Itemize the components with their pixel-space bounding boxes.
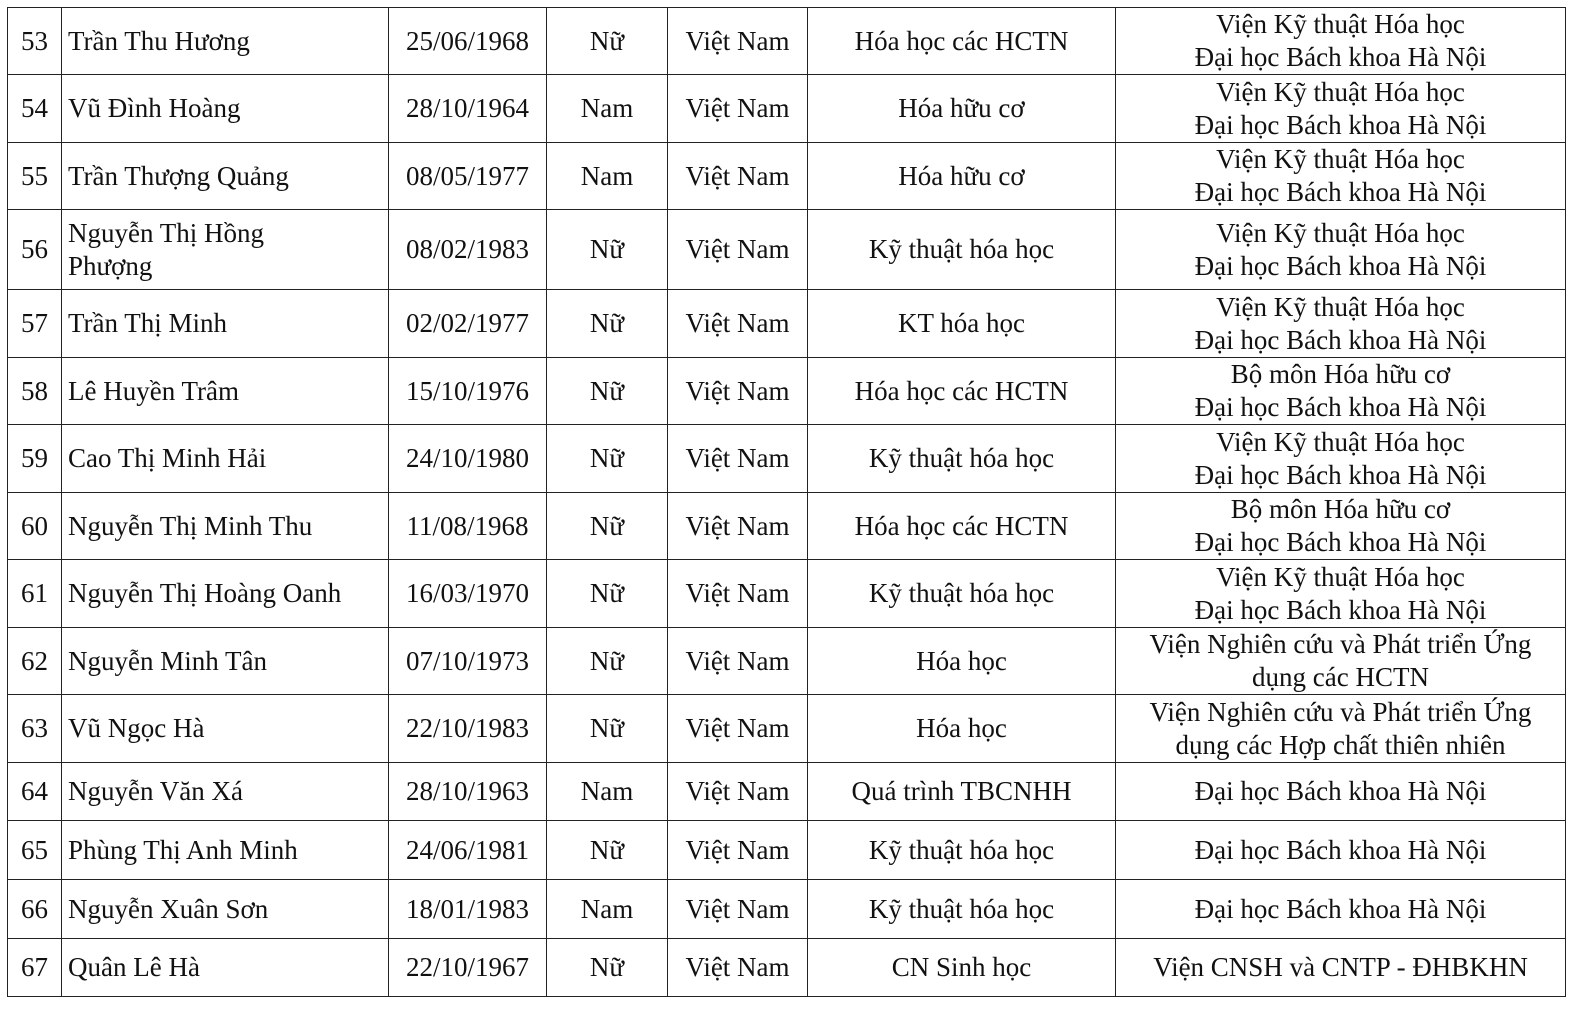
nationality-cell: Việt Nam — [668, 628, 808, 695]
organization-cell-line: Viện Kỹ thuật Hóa học — [1216, 217, 1465, 248]
name-cell — [62, 695, 389, 763]
name-cell — [62, 210, 389, 290]
major-cell: KT hóa học — [808, 290, 1116, 358]
organization-cell-line: Viện Kỹ thuật Hóa học — [1216, 426, 1465, 457]
name-cell-line: Cao Thị Minh Hải — [68, 443, 267, 473]
dob-cell: 16/03/1970 — [389, 560, 547, 628]
major-cell: Quá trình TBCNHH — [808, 763, 1116, 821]
major-cell: Hóa hữu cơ — [808, 143, 1116, 210]
organization-cell — [1116, 210, 1566, 290]
name-cell — [62, 628, 389, 695]
organization-cell-line: dụng các HCTN — [1252, 662, 1429, 692]
major-cell: Kỹ thuật hóa học — [808, 560, 1116, 628]
name-cell — [62, 821, 389, 880]
personnel-table — [7, 7, 1566, 997]
organization-cell-line: Viện Kỹ thuật Hóa học — [1216, 9, 1465, 39]
nationality-cell: Việt Nam — [668, 493, 808, 560]
organization-cell — [1116, 425, 1566, 493]
organization-cell-line: Bộ môn Hóa hữu cơ — [1230, 494, 1451, 524]
stt-cell: 67 — [8, 939, 62, 997]
organization-cell-line: Đại học Bách khoa Hà Nội — [1194, 177, 1487, 207]
name-cell-line: Nguyễn Văn Xá — [68, 776, 243, 806]
name-cell-line: Quân Lê Hà — [68, 952, 200, 982]
name-cell — [62, 290, 389, 358]
sex-cell: Nữ — [547, 358, 668, 425]
stt-cell: 60 — [8, 493, 62, 560]
organization-cell-line: Viện Nghiên cứu và Phát triển Ứng — [1149, 696, 1532, 727]
name-cell — [62, 880, 389, 939]
name-cell-line: Vũ Đình Hoàng — [68, 93, 241, 123]
nationality-cell: Việt Nam — [668, 210, 808, 290]
nationality-cell: Việt Nam — [668, 763, 808, 821]
table-row — [8, 75, 1566, 143]
nationality-cell: Việt Nam — [668, 290, 808, 358]
name-cell-line: Nguyễn Thị Hồng — [68, 217, 264, 248]
stt-cell: 61 — [8, 560, 62, 628]
stt-cell: 56 — [8, 210, 62, 290]
organization-cell-line: Đại học Bách khoa Hà Nội — [1194, 109, 1487, 140]
dob-cell: 28/10/1964 — [389, 75, 547, 143]
sex-cell: Nữ — [547, 695, 668, 763]
sex-cell: Nữ — [547, 560, 668, 628]
sex-cell: Nữ — [547, 8, 668, 75]
nationality-cell: Việt Nam — [668, 143, 808, 210]
name-cell — [62, 560, 389, 628]
stt-cell: 63 — [8, 695, 62, 763]
table-row — [8, 880, 1566, 939]
dob-cell: 11/08/1968 — [389, 493, 547, 560]
name-cell — [62, 493, 389, 560]
organization-cell — [1116, 695, 1566, 763]
dob-cell: 18/01/1983 — [389, 880, 547, 939]
name-cell — [62, 143, 389, 210]
table-row — [8, 493, 1566, 560]
organization-cell-line: Viện Nghiên cứu và Phát triển Ứng — [1149, 629, 1532, 659]
dob-cell: 15/10/1976 — [389, 358, 547, 425]
name-cell — [62, 75, 389, 143]
name-cell-line: Nguyễn Thị Minh Thu — [68, 510, 313, 541]
name-cell-line: Nguyễn Minh Tân — [68, 645, 267, 676]
table-row — [8, 358, 1566, 425]
major-cell: Hóa học các HCTN — [808, 8, 1116, 75]
stt-cell: 66 — [8, 880, 62, 939]
organization-cell-line: Đại học Bách khoa Hà Nội — [1194, 893, 1487, 924]
major-cell: Hóa học — [808, 628, 1116, 695]
stt-cell: 55 — [8, 143, 62, 210]
major-cell: Kỹ thuật hóa học — [808, 880, 1116, 939]
stt-cell: 62 — [8, 628, 62, 695]
dob-cell: 28/10/1963 — [389, 763, 547, 821]
name-cell — [62, 358, 389, 425]
dob-cell: 24/06/1981 — [389, 821, 547, 880]
major-cell: Hóa học các HCTN — [808, 493, 1116, 560]
organization-cell-line: Đại học Bách khoa Hà Nội — [1194, 459, 1487, 490]
name-cell-line: Vũ Ngọc Hà — [68, 713, 205, 743]
nationality-cell: Việt Nam — [668, 358, 808, 425]
organization-cell-line: Viện Kỹ thuật Hóa học — [1216, 144, 1465, 174]
table-row — [8, 143, 1566, 210]
table-row — [8, 560, 1566, 628]
nationality-cell: Việt Nam — [668, 8, 808, 75]
dob-cell: 25/06/1968 — [389, 8, 547, 75]
sex-cell: Nữ — [547, 290, 668, 358]
name-cell-line: Trần Thị Minh — [68, 308, 228, 338]
nationality-cell: Việt Nam — [668, 695, 808, 763]
organization-cell — [1116, 939, 1566, 997]
stt-cell: 59 — [8, 425, 62, 493]
organization-cell — [1116, 763, 1566, 821]
organization-cell-line: Đại học Bách khoa Hà Nội — [1194, 250, 1487, 281]
organization-cell — [1116, 75, 1566, 143]
organization-cell-line: Đại học Bách khoa Hà Nội — [1194, 527, 1487, 557]
name-cell-line: Phượng — [68, 250, 153, 281]
sex-cell: Nữ — [547, 210, 668, 290]
dob-cell: 22/10/1967 — [389, 939, 547, 997]
name-cell-line: Nguyễn Thị Hoàng Oanh — [68, 578, 342, 608]
major-cell: Kỹ thuật hóa học — [808, 425, 1116, 493]
major-cell: Hóa học — [808, 695, 1116, 763]
name-cell — [62, 425, 389, 493]
name-cell-line: Trần Thu Hương — [68, 25, 250, 56]
organization-cell — [1116, 493, 1566, 560]
table-row — [8, 8, 1566, 75]
sex-cell: Nữ — [547, 425, 668, 493]
name-cell-line: Nguyễn Xuân Sơn — [68, 893, 269, 924]
organization-cell-line: Đại học Bách khoa Hà Nội — [1194, 42, 1487, 72]
organization-cell-line: Đại học Bách khoa Hà Nội — [1194, 776, 1487, 806]
sex-cell: Nam — [547, 763, 668, 821]
dob-cell: 22/10/1983 — [389, 695, 547, 763]
organization-cell-line: Viện CNSH và CNTP - ĐHBKHN — [1153, 952, 1528, 982]
stt-cell: 65 — [8, 821, 62, 880]
dob-cell: 07/10/1973 — [389, 628, 547, 695]
name-cell — [62, 8, 389, 75]
organization-cell — [1116, 8, 1566, 75]
organization-cell — [1116, 628, 1566, 695]
nationality-cell: Việt Nam — [668, 821, 808, 880]
organization-cell-line: Bộ môn Hóa hữu cơ — [1230, 359, 1451, 389]
name-cell-line: Trần Thượng Quảng — [68, 160, 289, 191]
organization-cell-line: Viện Kỹ thuật Hóa học — [1216, 561, 1465, 592]
nationality-cell: Việt Nam — [668, 939, 808, 997]
organization-cell — [1116, 560, 1566, 628]
organization-cell-line: Viện Kỹ thuật Hóa học — [1216, 76, 1465, 107]
organization-cell-line: dụng các Hợp chất thiên nhiên — [1175, 729, 1506, 760]
dob-cell: 08/05/1977 — [389, 143, 547, 210]
major-cell: CN Sinh học — [808, 939, 1116, 997]
organization-cell-line: Đại học Bách khoa Hà Nội — [1194, 594, 1487, 625]
name-cell — [62, 939, 389, 997]
major-cell: Kỹ thuật hóa học — [808, 210, 1116, 290]
table-row — [8, 939, 1566, 997]
major-cell: Hóa học các HCTN — [808, 358, 1116, 425]
name-cell — [62, 763, 389, 821]
sex-cell: Nữ — [547, 628, 668, 695]
stt-cell: 54 — [8, 75, 62, 143]
table-row — [8, 290, 1566, 358]
organization-cell — [1116, 358, 1566, 425]
dob-cell: 24/10/1980 — [389, 425, 547, 493]
table-body — [8, 8, 1566, 997]
nationality-cell: Việt Nam — [668, 75, 808, 143]
organization-cell — [1116, 290, 1566, 358]
name-cell-line: Lê Huyền Trâm — [68, 375, 239, 406]
dob-cell: 02/02/1977 — [389, 290, 547, 358]
name-cell-line: Phùng Thị Anh Minh — [68, 834, 298, 865]
table-row — [8, 763, 1566, 821]
nationality-cell: Việt Nam — [668, 880, 808, 939]
organization-cell — [1116, 143, 1566, 210]
nationality-cell: Việt Nam — [668, 560, 808, 628]
sex-cell: Nữ — [547, 939, 668, 997]
nationality-cell: Việt Nam — [668, 425, 808, 493]
table-row — [8, 425, 1566, 493]
organization-cell — [1116, 880, 1566, 939]
major-cell: Hóa hữu cơ — [808, 75, 1116, 143]
sex-cell: Nam — [547, 143, 668, 210]
table-row — [8, 210, 1566, 290]
sex-cell: Nam — [547, 75, 668, 143]
table-row — [8, 628, 1566, 695]
organization-cell — [1116, 821, 1566, 880]
sex-cell: Nữ — [547, 493, 668, 560]
stt-cell: 58 — [8, 358, 62, 425]
organization-cell-line: Đại học Bách khoa Hà Nội — [1194, 324, 1487, 355]
sex-cell: Nữ — [547, 821, 668, 880]
sex-cell: Nam — [547, 880, 668, 939]
table-row — [8, 821, 1566, 880]
major-cell: Kỹ thuật hóa học — [808, 821, 1116, 880]
organization-cell-line: Viện Kỹ thuật Hóa học — [1216, 291, 1465, 322]
table-row — [8, 695, 1566, 763]
organization-cell-line: Đại học Bách khoa Hà Nội — [1194, 834, 1487, 865]
dob-cell: 08/02/1983 — [389, 210, 547, 290]
stt-cell: 64 — [8, 763, 62, 821]
stt-cell: 57 — [8, 290, 62, 358]
organization-cell-line: Đại học Bách khoa Hà Nội — [1194, 392, 1487, 422]
stt-cell: 53 — [8, 8, 62, 75]
